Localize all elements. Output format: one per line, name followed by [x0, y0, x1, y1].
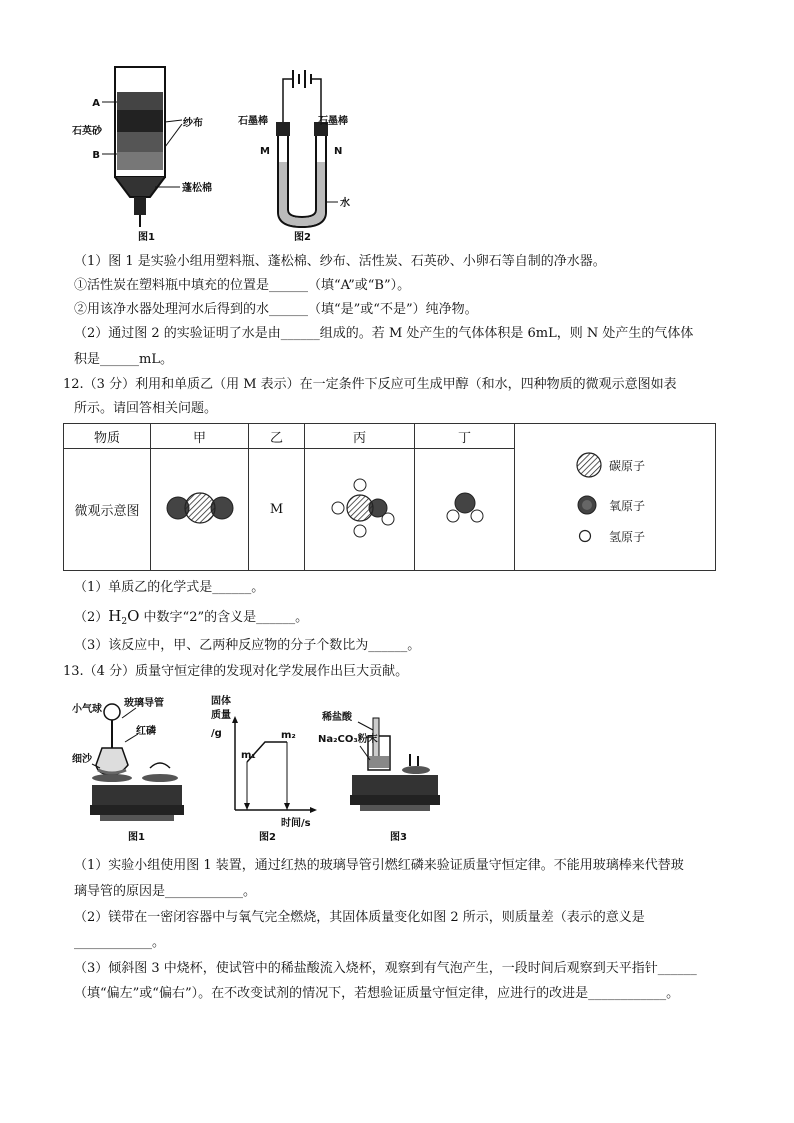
q13-fig2-caption: 图2	[259, 832, 276, 843]
q13-fig1-label-sand: 细沙	[72, 754, 92, 765]
q13-fig3-caption: 图3	[390, 832, 407, 843]
fig2-label-m: M	[260, 146, 270, 157]
q13-part1-line2: 璃导管的原因是____________。	[74, 884, 257, 899]
legend-carbon	[575, 451, 715, 479]
q12-formula-o: O	[127, 607, 140, 625]
q13-part2-line1: （2）镁带在一密闭容器中与氧气完全燃烧，其固体质量变化如图 2 所示，则质量差（表示的意义是	[74, 910, 645, 925]
q12-part2	[74, 606, 308, 632]
q13-fig1-caption: 图1	[128, 832, 145, 843]
q12-part1: （1）单质乙的化学式是______。	[74, 580, 265, 595]
fig2-label-graphite-left: 石墨棒	[238, 116, 268, 127]
q13-fig2-m2: m₂	[281, 730, 296, 741]
table-header-bing: 丙	[305, 424, 415, 449]
q11-part1: （1）图 1 是实验小组用塑料瓶、蓬松棉、纱布、活性炭、石英砂、小卵石等自制的净水器。	[74, 254, 606, 269]
molecule-jia	[151, 449, 249, 571]
q11-part1b: ②用该净水器处理河水后得到的水______（填“是”或“不是”）纯净物。	[74, 302, 478, 317]
table-header-yi: 乙	[249, 424, 305, 449]
q12-part2-prefix: （2）	[74, 610, 109, 625]
q13-fig2-xlabel: 时间/s	[281, 818, 311, 829]
q13-part3-line1: （3）倾斜图 3 中烧杯，使试管中的稀盐酸流入烧杯，观察到有气泡产生，一段时间后观察到天平指针______	[74, 961, 697, 976]
water-molecule-icon	[435, 483, 495, 533]
molecule-yi: M	[249, 449, 305, 571]
q13-fig1-label-redp: 红磷	[136, 726, 156, 737]
fig1-label-gauze: 纱布	[183, 118, 203, 129]
carbon-atom-icon	[575, 451, 603, 479]
q13-part2-line2: ____________。	[74, 935, 166, 950]
co2-molecule-icon	[160, 483, 240, 533]
q13-fig2-unit: /g	[211, 728, 222, 739]
legend-hydrogen-label: 氢原子	[609, 529, 646, 544]
fig1-caption: 图1	[138, 232, 155, 243]
table-header-substance: 物质	[64, 424, 151, 449]
q12-stem-line2: 所示。请回答相关问题。	[74, 401, 218, 416]
micro-diagram-table	[63, 423, 716, 571]
fig1-label-quartz: 石英砂	[72, 126, 102, 137]
legend-carbon-label: 碳原子	[609, 458, 646, 473]
atom-legend-cell	[515, 424, 716, 571]
balance-flask-figure	[70, 690, 190, 850]
fig2-label-n: N	[334, 146, 343, 157]
q11-part2-line2: 积是______mL。	[74, 352, 173, 367]
fig1-label-b: B	[92, 150, 100, 161]
q13-part1-line1: （1）实验小组使用图 1 装置，通过红热的玻璃导管引燃红磷来验证质量守恒定律。不能用玻璃棒来代替玻	[74, 858, 684, 873]
q13-fig3-label-acid: 稀盐酸	[322, 712, 352, 723]
balance-beaker-figure	[318, 690, 443, 850]
table-row-label: 微观示意图	[64, 449, 151, 571]
oxygen-atom-icon	[575, 493, 603, 517]
q12-part2-suffix: 中数字“2”的含义是______。	[139, 610, 309, 625]
water-purifier-figure	[70, 62, 220, 247]
legend-oxygen	[575, 493, 715, 517]
methanol-molecule-icon	[320, 473, 400, 543]
q13-fig2-m1: m₁	[241, 750, 256, 761]
legend-hydrogen	[575, 527, 715, 545]
q11-part1a: ①活性炭在塑料瓶中填充的位置是______（填“A”或“B”）。	[74, 278, 411, 293]
molecule-ding	[415, 449, 515, 571]
fig2-label-water: 水	[340, 198, 350, 209]
q13-fig2-ylabel2: 质量	[211, 710, 231, 721]
table-header-ding: 丁	[415, 424, 515, 449]
q13-fig2-ylabel1: 固体	[211, 696, 231, 707]
q12-formula-h: H	[108, 607, 122, 625]
molecule-bing	[305, 449, 415, 571]
q12-part3: （3）该反应中，甲、乙两种反应物的分子个数比为______。	[74, 638, 421, 653]
q13-stem: 13.（4 分）质量守恒定律的发现对化学发展作出巨大贡献。	[63, 664, 409, 679]
hydrogen-atom-icon	[575, 527, 603, 545]
fig1-label-cotton: 蓬松棉	[182, 183, 212, 194]
electrolysis-figure	[238, 62, 368, 247]
q13-fig1-label-tube: 玻璃导管	[124, 698, 164, 709]
q13-fig1-label-balloon: 小气球	[72, 704, 102, 715]
q12-formula-sub: 2	[121, 617, 128, 627]
mass-time-graph-figure	[205, 690, 325, 850]
legend-oxygen-label: 氧原子	[609, 498, 646, 513]
q13-fig3-label-powder: Na₂CO₃粉末	[318, 734, 378, 745]
q11-part2-line1: （2）通过图 2 的实验证明了水是由______组成的。若 M 处产生的气体体积是 6mL，则 N 处产生的气体体	[74, 326, 694, 341]
fig2-label-graphite-right: 石墨棒	[318, 116, 348, 127]
fig1-label-a: A	[92, 98, 100, 109]
q13-part3-line2: （填“偏左”或“偏右”）。在不改变试剂的情况下，若想验证质量守恒定律，应进行的改进是____________。	[74, 986, 680, 1001]
fig2-caption: 图2	[294, 232, 311, 243]
table-header-jia: 甲	[151, 424, 249, 449]
q12-stem-line1: 12.（3 分）利用和单质乙（用 M 表示）在一定条件下反应可生成甲醇（和水，四种物质的微观示意图如表	[63, 377, 677, 392]
